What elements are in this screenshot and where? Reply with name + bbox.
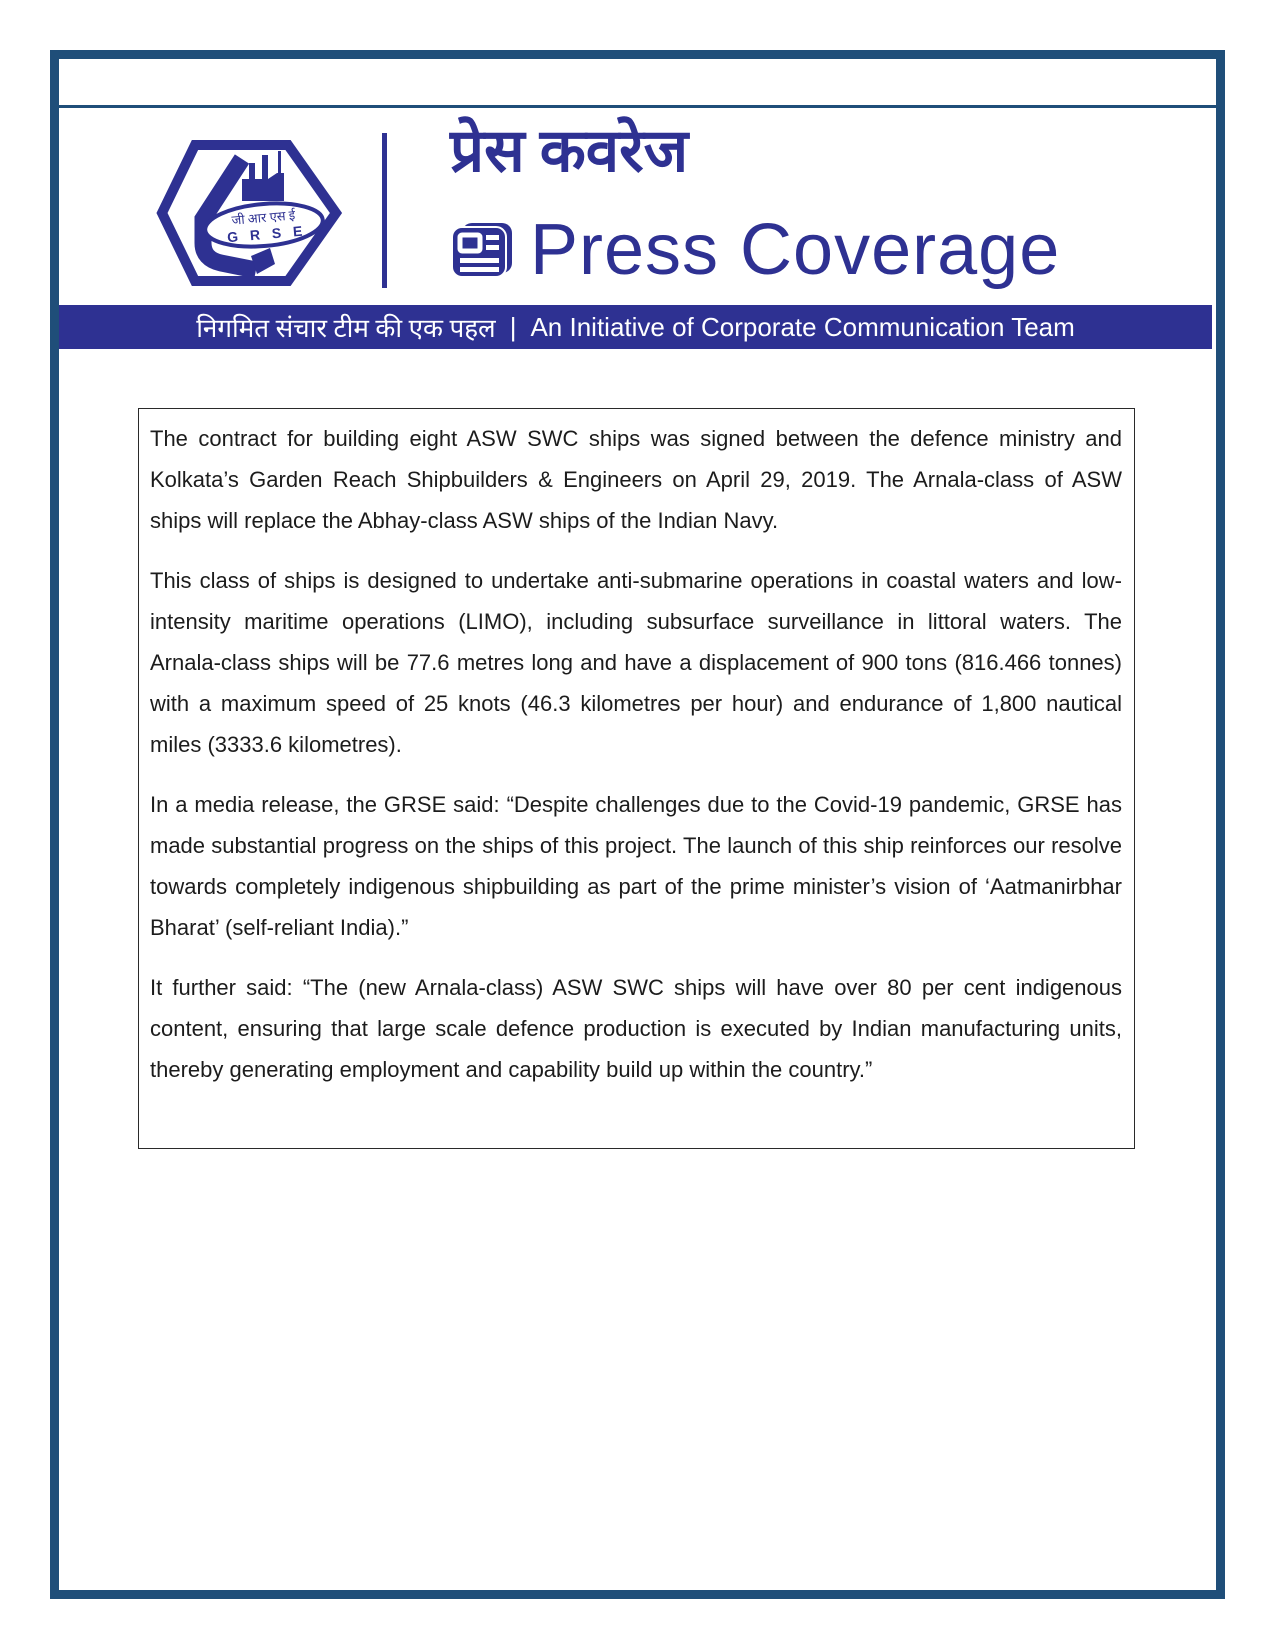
newspaper-icon	[452, 221, 514, 279]
logo-acronym: G R S E	[226, 222, 308, 246]
article-text-box	[138, 408, 1135, 1149]
banner-text-hindi: निगमित संचार टीम की एक पहल	[196, 314, 496, 343]
logo-mast	[278, 151, 281, 173]
article-paragraph-2: This class of ships is designed to undertake anti-submarine operations in coastal waters and low-intensity maritime operations (LIMO), including subsurface surveillance in littoral waters. The Arnala-class ships will be 77.6 metres long and have a displacement of 900 tons (816.466 tonnes) with a maximum speed of 25 knots (46.3 kilometres per hour) and endurance of 1,800 nautical miles (3333.6 kilometres).	[150, 568, 1122, 757]
page-title-row	[452, 210, 1061, 290]
page-title-english: Press Coverage	[530, 210, 1061, 290]
initiative-banner	[59, 305, 1212, 349]
article-paragraph-3: In a media release, the GRSE said: “Despite challenges due to the Covid-19 pandemic, GRSE has made substantial progress on the ships of this project. The launch of this ship reinforces our resolve towards completely indigenous shipbuilding as part of the prime minister’s vision of ‘Aatmanirbhar Bharat’ (self-reliant India).”	[150, 792, 1122, 940]
banner-text-english: An Initiative of Corporate Communication Team	[530, 311, 1075, 342]
article-paragraph-4: It further said: “The (new Arnala-class) ASW SWC ships will have over 80 per cent indigenous content, ensuring that large scale defence production is executed by Indian manufacturing units, thereby generating employment and capability build up within the country.”	[150, 975, 1122, 1082]
banner-separator: |	[509, 311, 517, 342]
article-paragraph-1: The contract for building eight ASW SWC ships was signed between the defence ministry and Kolkata’s Garden Reach Shipbuilders & Engineers on April 29, 2019. The Arnala-class of ASW ships will replace the Abhay-class ASW ships of the Indian Navy.	[150, 426, 1122, 533]
header-divider	[382, 133, 387, 288]
header-top-rule	[59, 105, 1216, 108]
grse-logo	[156, 136, 342, 290]
page-title-hindi: प्रेस कवरेज	[450, 118, 689, 184]
logo-hindi-acronym: जी आर एस ई	[230, 207, 296, 228]
